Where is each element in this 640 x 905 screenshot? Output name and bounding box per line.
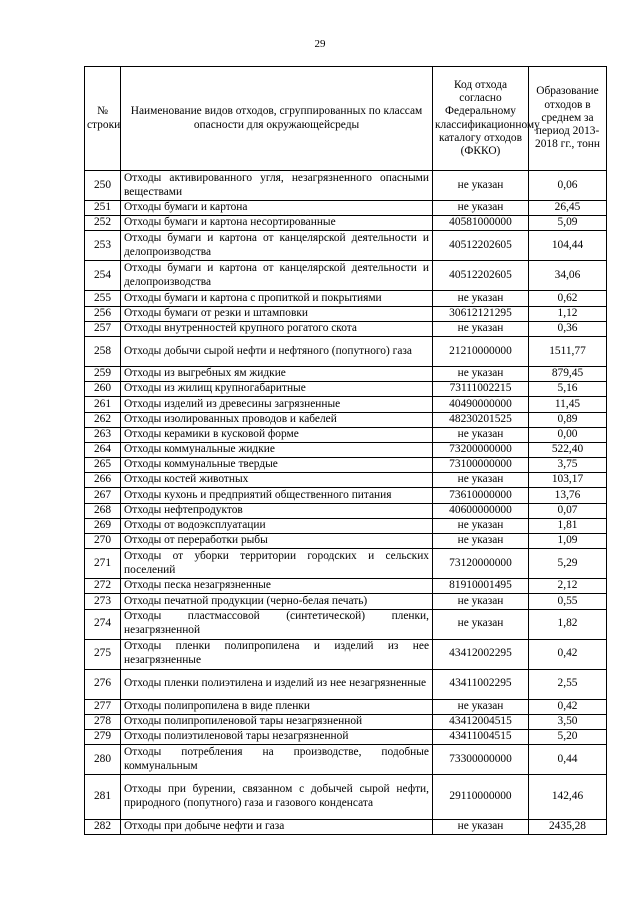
table-row [85, 594, 607, 609]
row-number-cell: 256 [85, 306, 121, 321]
waste-amount-cell: 0,44 [529, 745, 607, 775]
fkko-code-cell: не указан [433, 534, 529, 549]
row-number-cell: 261 [85, 397, 121, 412]
row-number-cell: 252 [85, 216, 121, 231]
waste-amount-cell: 0,00 [529, 427, 607, 442]
row-number-cell: 275 [85, 639, 121, 669]
fkko-code-cell: не указан [433, 699, 529, 714]
waste-amount-cell: 0,36 [529, 321, 607, 336]
row-number-cell: 269 [85, 518, 121, 533]
waste-name-cell: Отходы пленки полипропилена и изделий из нее незагрязненные [121, 639, 433, 669]
fkko-code-cell: не указан [433, 171, 529, 201]
row-number-cell: 262 [85, 412, 121, 427]
waste-amount-cell: 2,55 [529, 669, 607, 699]
waste-name-cell: Отходы коммунальные твердые [121, 458, 433, 473]
waste-name-cell: Отходы изолированных проводов и кабелей [121, 412, 433, 427]
header-waste-amount: Образование отходов в среднем за период 2013-2018 гг., тонн [529, 67, 607, 171]
row-number-cell: 265 [85, 458, 121, 473]
fkko-code-cell: 30612121295 [433, 306, 529, 321]
row-number-cell: 250 [85, 171, 121, 201]
fkko-code-cell: 40600000000 [433, 503, 529, 518]
waste-name-cell: Отходы полипропиленовой тары незагрязненной [121, 714, 433, 729]
fkko-code-cell: не указан [433, 609, 529, 639]
row-number-cell: 257 [85, 321, 121, 336]
table-row [85, 366, 607, 381]
waste-name-cell: Отходы бумаги и картона несортированные [121, 216, 433, 231]
row-number-cell: 263 [85, 427, 121, 442]
fkko-code-cell: не указан [433, 201, 529, 216]
row-number-cell: 267 [85, 488, 121, 503]
fkko-code-cell: 73100000000 [433, 458, 529, 473]
waste-name-cell: Отходы костей животных [121, 473, 433, 488]
row-number-cell: 268 [85, 503, 121, 518]
row-number-cell: 255 [85, 291, 121, 306]
waste-amount-cell: 142,46 [529, 775, 607, 820]
row-number-cell: 254 [85, 261, 121, 291]
waste-name-cell: Отходы полиэтиленовой тары незагрязненной [121, 729, 433, 744]
row-number-cell: 276 [85, 669, 121, 699]
row-number-cell: 278 [85, 714, 121, 729]
waste-amount-cell: 34,06 [529, 261, 607, 291]
waste-name-cell: Отходы бумаги от резки и штамповки [121, 306, 433, 321]
row-number-cell: 273 [85, 594, 121, 609]
waste-name-cell: Отходы бумаги и картона от канцелярской деятельности и делопроизводства [121, 231, 433, 261]
waste-amount-cell: 0,42 [529, 639, 607, 669]
waste-amount-cell: 1,81 [529, 518, 607, 533]
fkko-code-cell: не указан [433, 427, 529, 442]
fkko-code-cell: 73200000000 [433, 442, 529, 457]
waste-amount-cell: 0,55 [529, 594, 607, 609]
table-row [85, 336, 607, 366]
row-number-cell: 258 [85, 336, 121, 366]
waste-amount-cell: 2,12 [529, 579, 607, 594]
table-row [85, 473, 607, 488]
table-row [85, 231, 607, 261]
waste-amount-cell: 5,09 [529, 216, 607, 231]
fkko-code-cell: 73300000000 [433, 745, 529, 775]
waste-name-cell: Отходы активированного угля, незагрязненного опасными веществами [121, 171, 433, 201]
table-row [85, 291, 607, 306]
row-number-cell: 260 [85, 382, 121, 397]
row-number-cell: 281 [85, 775, 121, 820]
waste-name-cell: Отходы внутренностей крупного рогатого скота [121, 321, 433, 336]
waste-name-cell: Отходы добычи сырой нефти и нефтяного (попутного) газа [121, 336, 433, 366]
header-waste-name: Наименование видов отходов, сгруппированных по классам опасности для окружающейсреды [121, 67, 433, 171]
row-number-cell: 251 [85, 201, 121, 216]
fkko-code-cell: 81910001495 [433, 579, 529, 594]
waste-name-cell: Отходы пластмассовой (синтетической) пленки, незагрязненной [121, 609, 433, 639]
waste-amount-cell: 11,45 [529, 397, 607, 412]
waste-amount-cell: 26,45 [529, 201, 607, 216]
waste-name-cell: Отходы бумаги и картона от канцелярской деятельности и делопроизводства [121, 261, 433, 291]
waste-name-cell: Отходы печатной продукции (черно-белая печать) [121, 594, 433, 609]
fkko-code-cell: 21210000000 [433, 336, 529, 366]
waste-amount-cell: 0,06 [529, 171, 607, 201]
table-row [85, 639, 607, 669]
waste-name-cell: Отходы из жилищ крупногабаритные [121, 382, 433, 397]
fkko-code-cell: 48230201525 [433, 412, 529, 427]
table-row [85, 745, 607, 775]
fkko-code-cell: 43412002295 [433, 639, 529, 669]
waste-amount-cell: 2435,28 [529, 820, 607, 835]
waste-name-cell: Отходы кухонь и предприятий общественного питания [121, 488, 433, 503]
waste-name-cell: Отходы бумаги и картона с пропиткой и покрытиями [121, 291, 433, 306]
table-body [85, 171, 607, 835]
table-row [85, 321, 607, 336]
table-row [85, 518, 607, 533]
row-number-cell: 271 [85, 549, 121, 579]
row-number-cell: 282 [85, 820, 121, 835]
waste-amount-cell: 3,75 [529, 458, 607, 473]
fkko-code-cell: 29110000000 [433, 775, 529, 820]
table-header-row [85, 67, 607, 171]
waste-name-cell: Отходы песка незагрязненные [121, 579, 433, 594]
waste-amount-cell: 1,82 [529, 609, 607, 639]
table-row [85, 609, 607, 639]
row-number-cell: 253 [85, 231, 121, 261]
table-row [85, 216, 607, 231]
waste-name-cell: Отходы потребления на производстве, подобные коммунальным [121, 745, 433, 775]
row-number-cell: 280 [85, 745, 121, 775]
waste-amount-cell: 5,20 [529, 729, 607, 744]
waste-amount-cell: 3,50 [529, 714, 607, 729]
table-row [85, 534, 607, 549]
table-row [85, 714, 607, 729]
table-row [85, 669, 607, 699]
fkko-code-cell: 40490000000 [433, 397, 529, 412]
table-row [85, 306, 607, 321]
waste-amount-cell: 103,17 [529, 473, 607, 488]
waste-amount-cell: 0,62 [529, 291, 607, 306]
table-row [85, 458, 607, 473]
table-row [85, 579, 607, 594]
waste-amount-cell: 0,42 [529, 699, 607, 714]
fkko-code-cell: не указан [433, 473, 529, 488]
table-row [85, 412, 607, 427]
fkko-code-cell: 43412004515 [433, 714, 529, 729]
waste-amount-cell: 0,89 [529, 412, 607, 427]
table-row [85, 427, 607, 442]
header-row-number: № строки [85, 67, 121, 171]
row-number-cell: 270 [85, 534, 121, 549]
page-number: 29 [314, 38, 326, 50]
table-row [85, 549, 607, 579]
waste-name-cell: Отходы нефтепродуктов [121, 503, 433, 518]
row-number-cell: 277 [85, 699, 121, 714]
fkko-code-cell: не указан [433, 291, 529, 306]
fkko-code-cell: 40512202605 [433, 261, 529, 291]
row-number-cell: 279 [85, 729, 121, 744]
table-row [85, 820, 607, 835]
waste-amount-cell: 5,29 [529, 549, 607, 579]
waste-name-cell: Отходы при бурении, связанном с добычей сырой нефти, природного (попутного) газа и газового конденсата [121, 775, 433, 820]
fkko-code-cell: 73111002215 [433, 382, 529, 397]
fkko-code-cell: не указан [433, 366, 529, 381]
table-row [85, 382, 607, 397]
waste-amount-cell: 1,12 [529, 306, 607, 321]
fkko-code-cell: 73120000000 [433, 549, 529, 579]
fkko-code-cell: не указан [433, 321, 529, 336]
table-row [85, 397, 607, 412]
waste-amount-cell: 1,09 [529, 534, 607, 549]
waste-name-cell: Отходы при добыче нефти и газа [121, 820, 433, 835]
fkko-code-cell: 43411002295 [433, 669, 529, 699]
fkko-code-cell: 43411004515 [433, 729, 529, 744]
table-row [85, 729, 607, 744]
fkko-code-cell: 40581000000 [433, 216, 529, 231]
fkko-code-cell: не указан [433, 820, 529, 835]
row-number-cell: 264 [85, 442, 121, 457]
waste-amount-cell: 879,45 [529, 366, 607, 381]
row-number-cell: 272 [85, 579, 121, 594]
table-row [85, 261, 607, 291]
table-row [85, 488, 607, 503]
waste-amount-cell: 13,76 [529, 488, 607, 503]
fkko-code-cell: не указан [433, 518, 529, 533]
waste-name-cell: Отходы коммунальные жидкие [121, 442, 433, 457]
table-row [85, 699, 607, 714]
row-number-cell: 259 [85, 366, 121, 381]
waste-table [84, 66, 607, 835]
waste-name-cell: Отходы бумаги и картона [121, 201, 433, 216]
waste-name-cell: Отходы полипропилена в виде пленки [121, 699, 433, 714]
waste-amount-cell: 1511,77 [529, 336, 607, 366]
table-row [85, 201, 607, 216]
row-number-cell: 274 [85, 609, 121, 639]
fkko-code-cell: 73610000000 [433, 488, 529, 503]
fkko-code-cell: не указан [433, 594, 529, 609]
waste-amount-cell: 0,07 [529, 503, 607, 518]
table-row [85, 442, 607, 457]
waste-name-cell: Отходы от водоэксплуатации [121, 518, 433, 533]
waste-amount-cell: 104,44 [529, 231, 607, 261]
waste-amount-cell: 522,40 [529, 442, 607, 457]
table-row [85, 503, 607, 518]
table-row [85, 775, 607, 820]
waste-name-cell: Отходы из выгребных ям жидкие [121, 366, 433, 381]
waste-name-cell: Отходы керамики в кусковой форме [121, 427, 433, 442]
table-row [85, 171, 607, 201]
row-number-cell: 266 [85, 473, 121, 488]
waste-amount-cell: 5,16 [529, 382, 607, 397]
header-fkko-code: Код отхода согласно Федеральному классификационному каталогу отходов (ФККО) [433, 67, 529, 171]
waste-name-cell: Отходы от уборки территории городских и сельских поселений [121, 549, 433, 579]
waste-name-cell: Отходы изделий из древесины загрязненные [121, 397, 433, 412]
fkko-code-cell: 40512202605 [433, 231, 529, 261]
waste-name-cell: Отходы пленки полиэтилена и изделий из нее незагрязненные [121, 669, 433, 699]
waste-name-cell: Отходы от переработки рыбы [121, 534, 433, 549]
